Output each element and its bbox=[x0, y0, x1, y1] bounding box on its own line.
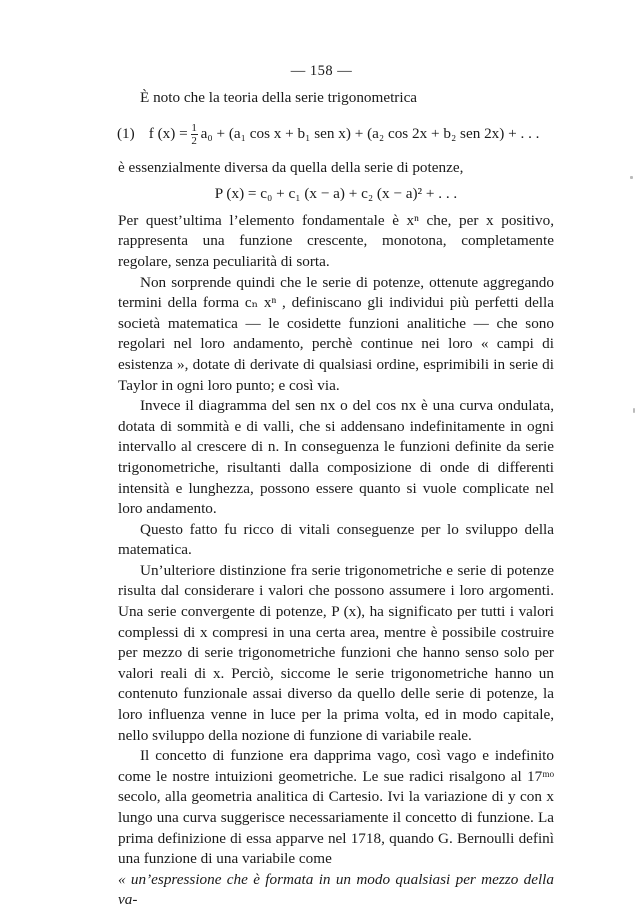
body-text bbox=[118, 88, 554, 911]
paragraph-1: Per quest’ultima l’elemento fondamentale è xⁿ che, per x positivo, rappresenta una funzione crescente, monotona, completamente regolare, senza peculiarità di sorta. bbox=[118, 211, 554, 270]
fraction-denominator: 2 bbox=[191, 135, 197, 148]
paragraph-after-eq1: è essenzialmente diversa da quella della serie di potenze, bbox=[118, 158, 464, 176]
scan-speck bbox=[630, 176, 633, 179]
equation-1-rhs: a₀ + (a₁ cos x + b₁ sen x) + (a₂ cos 2x + b₂ sen 2x) + . . . bbox=[200, 125, 540, 143]
equation-1-lhs: f (x) = bbox=[148, 125, 188, 143]
fraction-one-half bbox=[191, 122, 198, 147]
fraction-numerator: 1 bbox=[191, 122, 197, 135]
paragraph-2: Non sorprende quindi che le serie di potenze, ottenute aggregando termini della forma cₙ xⁿ , definiscano gli individui più perfetti della società matematica — le cosidette funzioni analitiche — che sono regolari nel loro andamento, perchè continue nei loro « campi di esistenza », dotate di derivate di qualsiasi ordine, esprimibili in serie di Taylor in ogni loro punto; e così via. bbox=[118, 273, 554, 394]
paragraph-3: Invece il diagramma del sen nx o del cos nx è una curva ondulata, dotata di sommità e di valli, che si addensano indefinitamente in ogni intervallo al crescere di n. In conseguenza le funzioni definite da serie trigonometriche, risultanti dalla composizione di onde di differenti intensità e lunghezza, possono essere quanto si vuole complicate nel loro andamento. bbox=[118, 397, 554, 518]
quote-italic: « un’espressione che è formata in un modo qualsiasi per mezzo della va- bbox=[118, 870, 554, 909]
paragraph-5: Un’ulteriore distinzione fra serie trigonometriche e serie di potenze risulta dal considerare i valori che possono assumere i loro argomenti. Una serie convergente di potenze, P (x), ha significato per tutti i valori complessi di x compresi in una certa area, mentre è possibile costruire per mezzo di serie trigonometriche funzioni che hanno senso solo per valori reali di x. Perciò, siccome le serie trigonometriche hanno un contenuto funzionale assai diverso da quello delle serie di potenze, la loro influenza venne in luce per la prima volta, ed in modo capitale, nello sviluppo della nozione di funzione di variabile reale. bbox=[118, 561, 554, 744]
intro-paragraph: È noto che la teoria della serie trigonometrica bbox=[140, 89, 418, 106]
paragraph-4: Questo fatto fu ricco di vitali conseguenze per lo sviluppo della matematica. bbox=[118, 520, 554, 559]
paragraph-6-quote bbox=[118, 870, 554, 911]
equation-number: (1) bbox=[117, 125, 135, 143]
equation-1 bbox=[117, 120, 554, 150]
equation-2: P (x) = c₀ + c₁ (x − a) + c₂ (x − a)² + . . . bbox=[214, 185, 458, 203]
paragraph-6: Il concetto di funzione era dapprima vago, così vago e indefinito come le nostre intuizioni geometriche. Le sue radici risalgono al 17ᵐᵒ secolo, alla geometria analitica di Cartesio. Ivi la variazione di y con x lungo una curva suggerisce necessariamente il concetto di funzione. La prima definizione di essa apparve nel 1718, quando G. Bernoulli definì una funzione di una variabile come bbox=[118, 747, 554, 868]
scan-speck bbox=[633, 408, 635, 413]
page-number: — 158 — bbox=[290, 63, 353, 79]
